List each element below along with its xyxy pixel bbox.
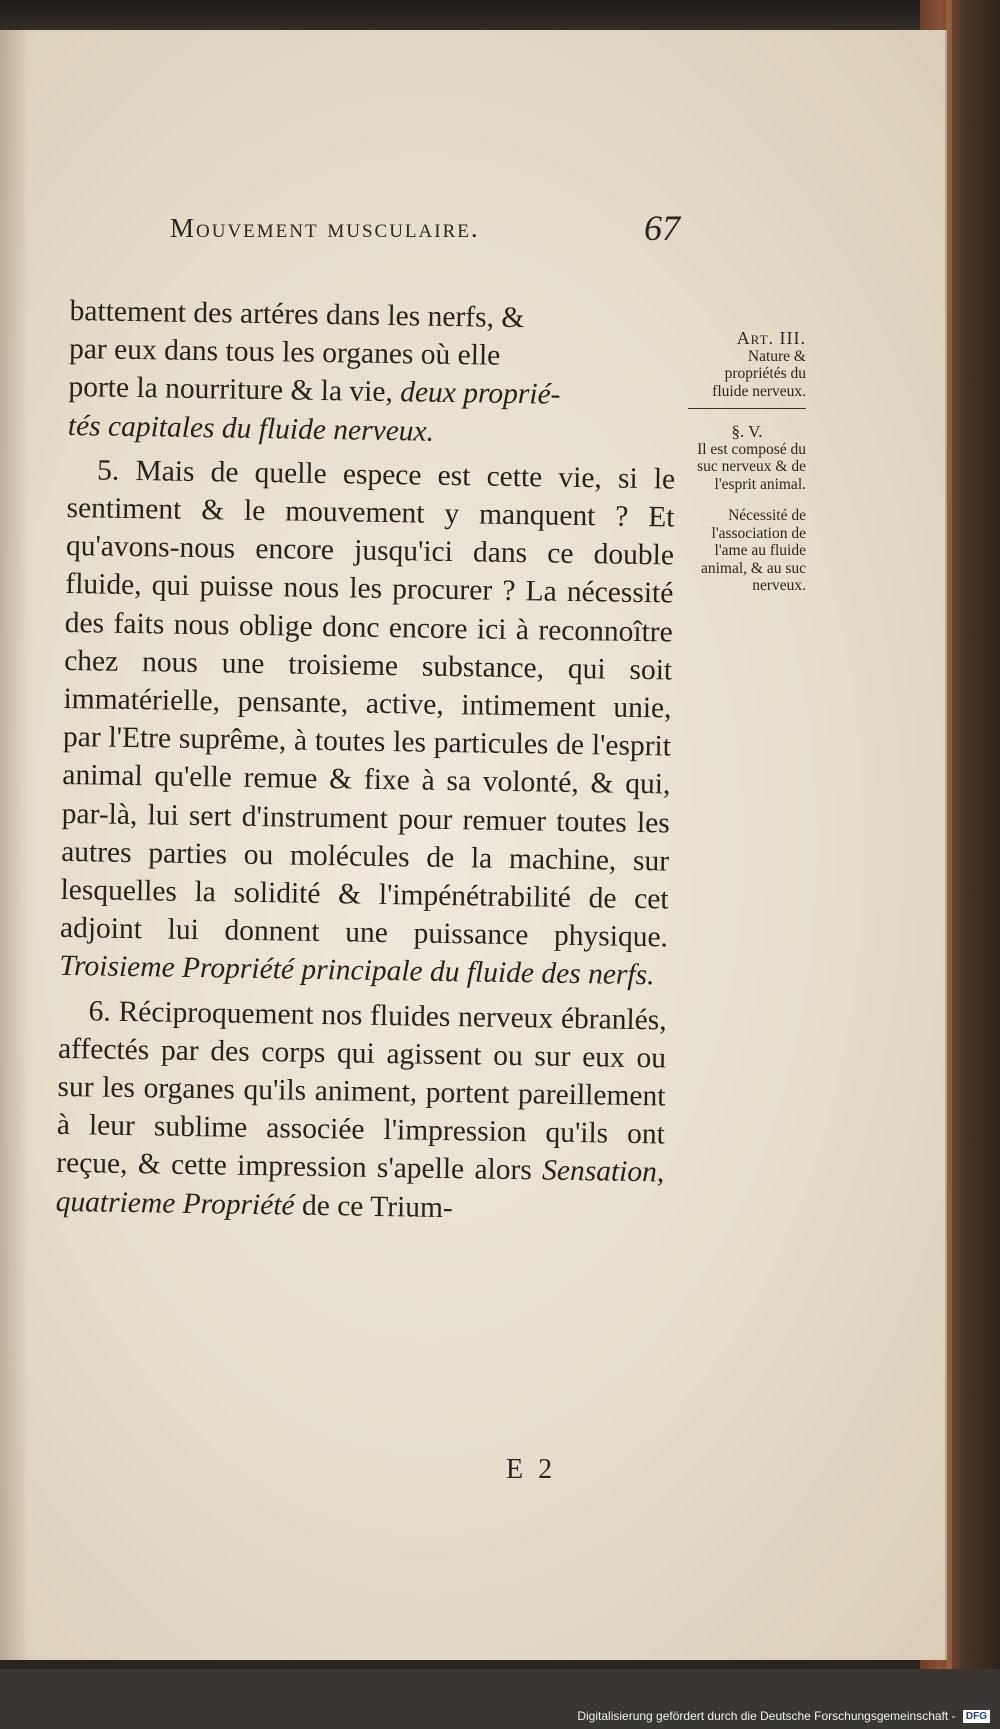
page-header [170,208,680,263]
gutter-shadow [0,30,30,1660]
text-line: battement des artéres dans les nerfs, & [69,294,525,335]
credit-text: Digitalisierung gefördert durch die Deutsche Forschungsgemeinschaft - [577,1708,956,1723]
margin-article-label: Art. III. [736,328,806,348]
text-line: tés capitales du fluide nerveux. [67,409,435,448]
running-title: Mouvement musculaire. [170,213,480,243]
margin-necessity-note: Nécessité de l'association de l'ame au fluide animal, & au suc nerveux. [700,507,806,594]
margin-notes [688,330,806,595]
text-line: porte la nourriture & la vie, deux proprié- [68,371,561,412]
margin-divider [688,408,806,409]
book-page [0,30,947,1660]
dfg-logo: DFG [963,1710,990,1723]
italic-phrase: Troisieme Propriété principale du fluide des nerfs. [59,950,655,992]
italic-phrase: Sensation, quatrieme Propriété [55,1154,665,1222]
margin-article-note: Nature & propriétés du fluide nerveux. [712,347,806,400]
digitization-credit [577,1709,990,1723]
text-line: par eux dans tous les organes où elle [68,333,501,372]
paragraph-6: 6. Réciproquement nos fluides nerveux ébranlés, affectés par des corps qui agissent ou sur eux ou sur les organes qu'ils animent, portent pareillement à leur sublime associée l'impression qu'ils ont reçue, & cette impression s'apelle alors Sensation, quatrieme Propriété de ce Trium- [55,995,667,1224]
margin-section-note: Il est composé du suc nerveux & de l'esprit animal. [697,440,806,493]
italic-phrase: deux proprié- [399,376,561,412]
page-number: 67 [644,208,680,248]
body-text [55,292,678,1230]
paragraph-5: 5. Mais de quelle espece est cette vie, si le sentiment & le mouvement y manquent ? Et qu'avons-nous encore jusqu'ici dans ce double fluide, qui puisse nous les procurer ? La nécessité des faits nous oblige donc encore ici à reconnoître chez nous une troisieme substance, qui soit immatérielle, pensante, active, intimement unie, par l'Etre suprême, à toutes les particules de l'esprit animal qu'elle remue & fixe à sa volonté, & qui, par-là, lui sert d'instrument pour remuer toutes les autres parties ou molécules de la machine, sur lesquelles la solidité & l'impénétrabilité de cet adjoint lui donnent une puissance physique. Troisieme Propriété principale du fluide des nerfs. [59,454,676,992]
signature-mark: E 2 [506,1454,557,1485]
margin-section-label: §. V. [731,422,763,441]
